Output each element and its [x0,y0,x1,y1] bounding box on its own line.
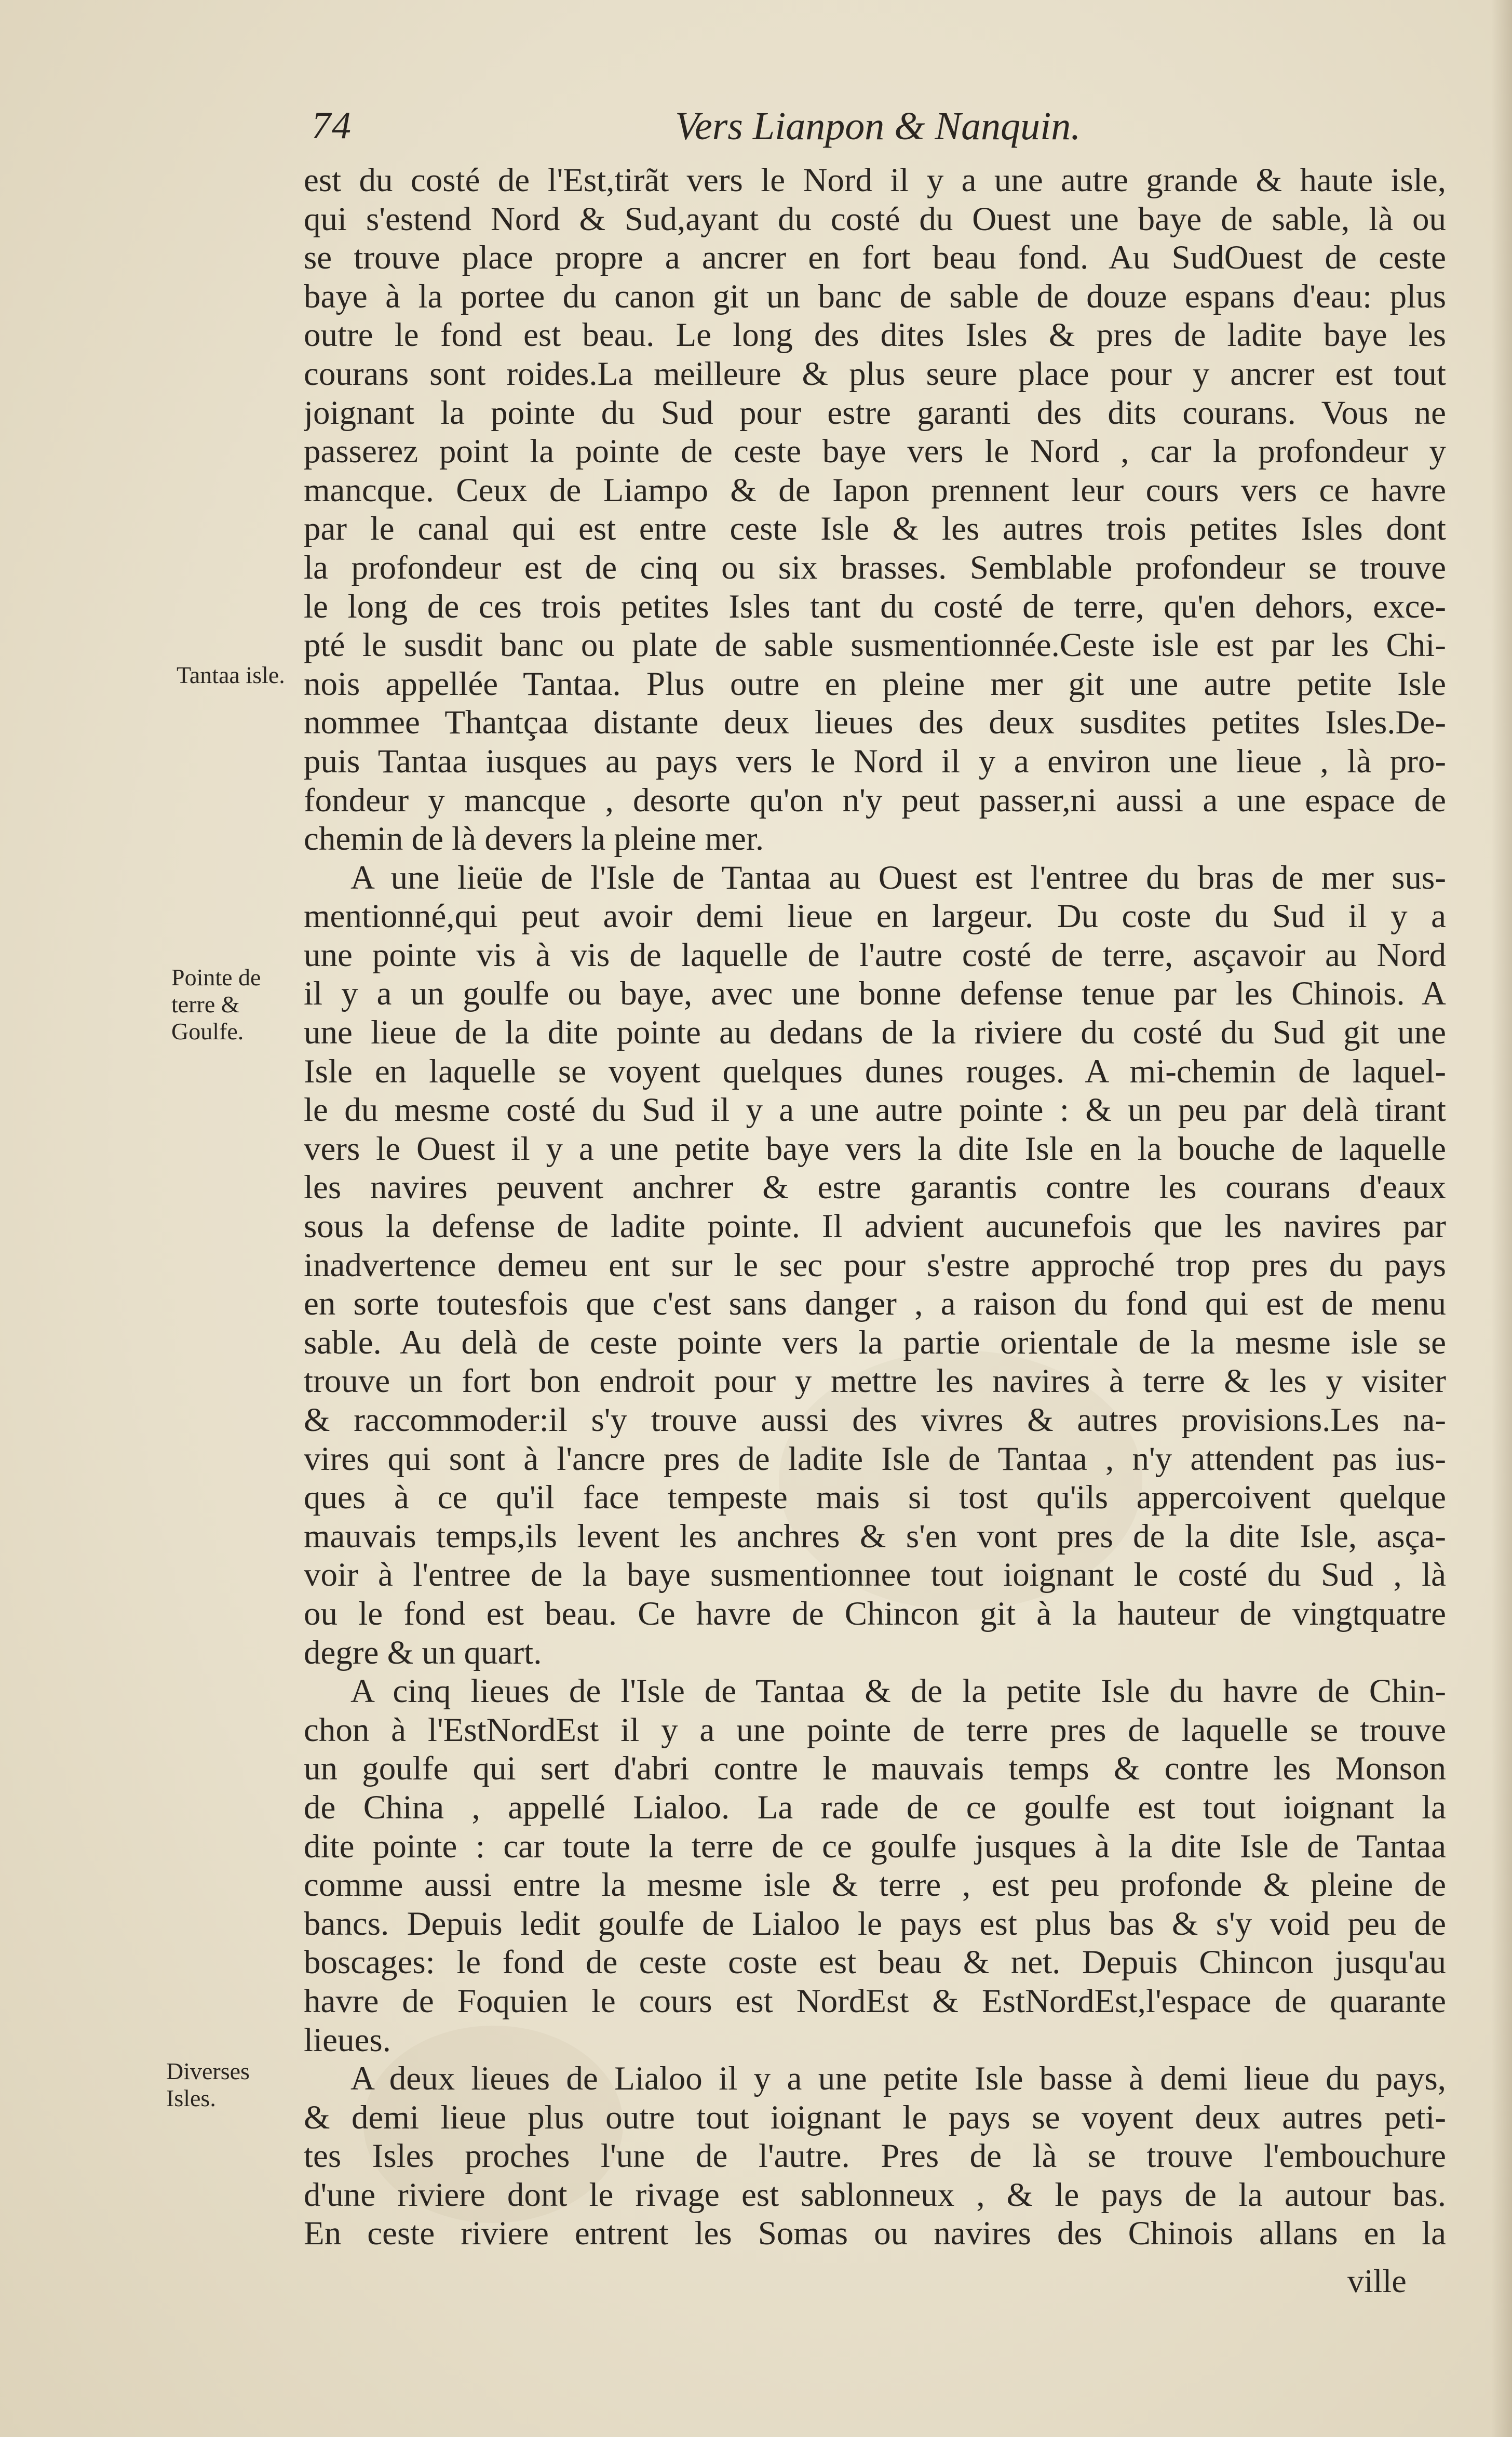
text-line: boscages: le fond de ceste coste est beau & net. Depuis Chincon jusqu'au [304,1944,1446,1981]
text-line: outre le fond est beau. Le long des dites Isles & pres de ladite baye les [304,316,1446,354]
margin-note-line: Tantaa isle. [177,662,285,688]
page-number: 74 [312,104,352,147]
text-line: il y a un goulfe ou baye, avec une bonne defense tenue par les Chinois. A [304,975,1446,1013]
text-line: A une lieüe de l'Isle de Tantaa au Ouest est l'entree du bras de mer sus- [350,859,1446,896]
margin-note-line: terre & [171,991,240,1017]
margin-note-tantaa [177,662,285,689]
text-line: sous la defense de ladite pointe. Il advient aucunefois que les navires par [304,1208,1446,1246]
text-line: Isle en laquelle se voyent quelques dunes rouges. A mi-chemin de laquel- [304,1052,1446,1090]
text-line: inadvertence demeu ent sur le sec pour s'estre approché trop pres du pays [304,1246,1446,1284]
text-line: le du mesme costé du Sud il y a une autre pointe : & un peu par delà tirant [304,1091,1446,1129]
margin-note-line: Pointe de [171,964,261,990]
text-line: courans sont roides.La meilleure & plus seure place pour y ancrer est tout [304,355,1446,393]
text-line: pté le susdit banc ou plate de sable susmentionnée.Ceste isle est par les Chi- [304,626,1446,664]
text-line: A deux lieues de Lialoo il y a une petite Isle basse à demi lieue du pays, [350,2060,1446,2098]
text-line: ques à ce qu'il face tempeste mais si tost qu'ils appercoivent quelque [304,1479,1446,1517]
text-line: le long de ces trois petites Isles tant du costé de terre, qu'en dehors, exce- [304,587,1446,625]
text-line: havre de Foquien le cours est NordEst & EstNordEst,l'espace de quarante [304,1982,1446,2020]
text-line: mancque. Ceux de Liampo & de Iapon prennent leur cours vers ce havre [304,471,1446,509]
text-line: comme aussi entre la mesme isle & terre , est peu profonde & pleine de [304,1866,1446,1904]
text-line: lieues. [304,2021,391,2059]
text-line: d'une riviere dont le rivage est sablonneux , & le pays de la autour bas. [304,2176,1446,2214]
text-line: par le canal qui est entre ceste Isle & les autres trois petites Isles dont [304,510,1446,548]
catchword: ville [1347,2262,1407,2299]
text-line: une lieue de la dite pointe au dedans de la riviere du costé du Sud git une [304,1014,1446,1052]
text-line: En ceste riviere entrent les Somas ou navires des Chinois allans en la [304,2215,1446,2253]
body-text [304,161,1446,2253]
text-line: de China , appellé Lialoo. La rade de ce goulfe est tout ioignant la [304,1788,1446,1826]
text-line: en sorte toutesfois que c'est sans danger , a raison du fond qui est de menu [304,1285,1446,1323]
text-line: nois appellée Tantaa. Plus outre en pleine mer git une autre petite Isle [304,665,1446,703]
text-line: fondeur y mancque , desorte qu'on n'y peut passer,ni aussi a une espace de [304,781,1446,819]
text-line: A cinq lieues de l'Isle de Tantaa & de la petite Isle du havre de Chin- [350,1672,1446,1710]
running-title: Vers Lianpon & Nanquin. [675,104,1081,148]
text-line: bancs. Depuis ledit goulfe de Lialoo le pays est plus bas & s'y void peu de [304,1905,1446,1943]
text-line: est du costé de l'Est,tirãt vers le Nord il y a une autre grande & haute isle, [304,162,1446,199]
text-line: sable. Au delà de ceste pointe vers la partie orientale de la mesme isle se [304,1323,1446,1361]
text-line: mentionné,qui peut avoir demi lieue en largeur. Du coste du Sud il y a [304,898,1446,935]
text-line: mauvais temps,ils levent les anchres & s'en vont pres de la dite Isle, asça- [304,1517,1446,1555]
text-line: baye à la portee du canon git un banc de sable de douze espans d'eau: plus [304,277,1446,315]
margin-note-diverses-isles [166,2058,250,2112]
text-line: chon à l'EstNordEst il y a une pointe de terre pres de laquelle se trouve [304,1711,1446,1749]
text-line: passerez point la pointe de ceste baye vers le Nord , car la profondeur y [304,433,1446,471]
text-line: dite pointe : car toute la terre de ce goulfe jusques à la dite Isle de Tantaa [304,1827,1446,1865]
margin-note-line: Diverses [166,2058,250,2084]
text-line: ou le fond est beau. Ce havre de Chincon git à la hauteur de vingtquatre [304,1595,1446,1632]
page-header [312,104,1132,161]
margin-note-line: Isles. [166,2085,216,2111]
margin-note-pointe-de-terre [171,964,261,1045]
text-line: chemin de là devers la pleine mer. [304,820,764,858]
text-line: & demi lieue plus outre tout ioignant le pays se voyent deux autres peti- [304,2098,1446,2136]
text-line: la profondeur est de cinq ou six brasses. Semblable profondeur se trouve [304,548,1446,586]
page-edge-shadow [1491,0,1512,2437]
text-line: un goulfe qui sert d'abri contre le mauvais temps & contre les Monson [304,1750,1446,1788]
text-line: trouve un fort bon endroit pour y mettre les navires à terre & les y visiter [304,1362,1446,1400]
text-line: puis Tantaa iusques au pays vers le Nord il y a environ une lieue , là pro- [304,742,1446,780]
text-line: vers le Ouest il y a une petite baye vers la dite Isle en la bouche de laquelle [304,1130,1446,1168]
text-line: les navires peuvent anchrer & estre garantis contre les courans d'eaux [304,1169,1446,1207]
text-line: nommee Thantçaa distante deux lieues des deux susdites petites Isles.De- [304,704,1446,742]
text-line: degre & un quart. [304,1633,542,1671]
text-line: qui s'estend Nord & Sud,ayant du costé du Ouest une baye de sable, là ou [304,200,1446,238]
margin-note-line: Goulfe. [171,1018,244,1045]
text-line: & raccommoder:il s'y trouve aussi des vivres & autres provisions.Les na- [304,1401,1446,1439]
text-line: une pointe vis à vis de laquelle de l'autre costé de terre, asçavoir au Nord [304,936,1446,974]
text-line: tes Isles proches l'une de l'autre. Pres de là se trouve l'embouchure [304,2137,1446,2175]
text-line: joignant la pointe du Sud pour estre garanti des dits courans. Vous ne [304,394,1446,432]
text-line: voir à l'entree de la baye susmentionnee tout ioignant le costé du Sud , là [304,1556,1446,1594]
text-line: se trouve place propre a ancrer en fort beau fond. Au SudOuest de ceste [304,239,1446,277]
text-line: vires qui sont à l'ancre pres de ladite Isle de Tantaa , n'y attendent pas ius- [304,1440,1446,1478]
